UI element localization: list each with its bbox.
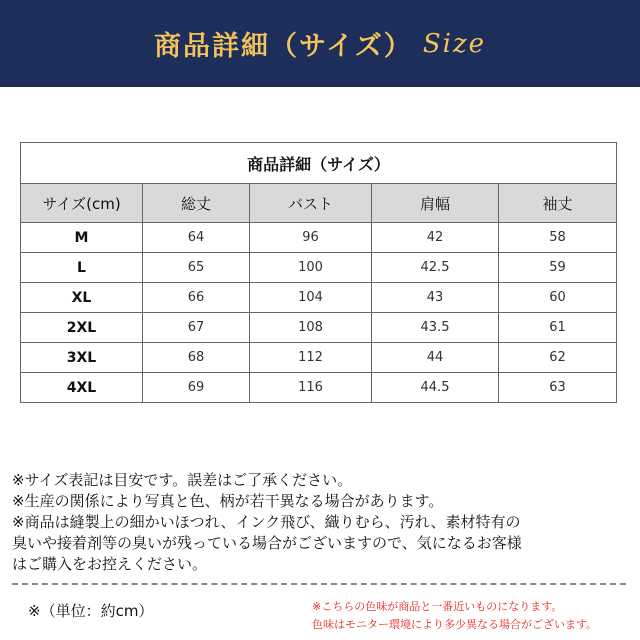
cell-sleeve: 59: [499, 253, 617, 283]
cell-bust: 108: [250, 313, 372, 343]
banner-title: 商品詳細（サイズ）: [153, 31, 413, 62]
unit-note: ※（単位：約cm）: [28, 602, 154, 620]
header-shoulder: 肩幅: [372, 184, 499, 223]
size-table: [20, 142, 617, 403]
table-row: [21, 223, 617, 253]
cell-bust: 96: [250, 223, 372, 253]
banner-script-title: Size: [422, 28, 487, 59]
cell-length: 66: [143, 283, 250, 313]
cell-length: 69: [143, 373, 250, 403]
table-row: [21, 283, 617, 313]
cell-size: XL: [21, 283, 143, 313]
cell-size: 3XL: [21, 343, 143, 373]
table-header-row: [21, 184, 617, 223]
table-caption-row: [21, 143, 617, 184]
title-banner: [0, 0, 640, 87]
cell-bust: 116: [250, 373, 372, 403]
cell-bust: 112: [250, 343, 372, 373]
cell-shoulder: 44: [372, 343, 499, 373]
header-length: 総丈: [143, 184, 250, 223]
cell-length: 67: [143, 313, 250, 343]
cell-bust: 100: [250, 253, 372, 283]
color-note-line: ※こちらの色味が商品と一番近いものになります。: [312, 600, 563, 613]
cell-bust: 104: [250, 283, 372, 313]
cell-sleeve: 61: [499, 313, 617, 343]
notes-section: [12, 470, 632, 575]
dashed-divider: [12, 583, 626, 585]
cell-sleeve: 58: [499, 223, 617, 253]
cell-length: 68: [143, 343, 250, 373]
note-line: ※商品は縫製上の細かいほつれ、インク飛び、織りむら、汚れ、素材特有の: [12, 513, 521, 531]
cell-length: 64: [143, 223, 250, 253]
cell-shoulder: 42.5: [372, 253, 499, 283]
cell-shoulder: 44.5: [372, 373, 499, 403]
color-notes: [312, 598, 634, 634]
note-line: ※サイズ表記は目安です。誤差はご了承ください。: [12, 471, 353, 489]
cell-size: L: [21, 253, 143, 283]
color-note-line: 色味はモニター環境により多少異なる場合がございます。: [312, 618, 598, 631]
cell-length: 65: [143, 253, 250, 283]
cell-sleeve: 60: [499, 283, 617, 313]
table-row: [21, 343, 617, 373]
cell-shoulder: 43: [372, 283, 499, 313]
table-row: [21, 253, 617, 283]
table-caption: 商品詳細（サイズ）: [21, 143, 617, 184]
cell-sleeve: 63: [499, 373, 617, 403]
cell-shoulder: 42: [372, 223, 499, 253]
note-line: 臭いや接着剤等の臭いが残っている場合がございますので、気になるお客様: [12, 534, 522, 552]
header-sleeve: 袖丈: [499, 184, 617, 223]
cell-shoulder: 43.5: [372, 313, 499, 343]
cell-sleeve: 62: [499, 343, 617, 373]
note-line: ※生産の関係により写真と色、柄が若干異なる場合があります。: [12, 492, 444, 510]
table-row: [21, 373, 617, 403]
note-line: はご購入をお控えください。: [12, 555, 208, 573]
cell-size: 2XL: [21, 313, 143, 343]
table-row: [21, 313, 617, 343]
header-size: サイズ(cm): [21, 184, 143, 223]
cell-size: 4XL: [21, 373, 143, 403]
header-bust: バスト: [250, 184, 372, 223]
cell-size: M: [21, 223, 143, 253]
